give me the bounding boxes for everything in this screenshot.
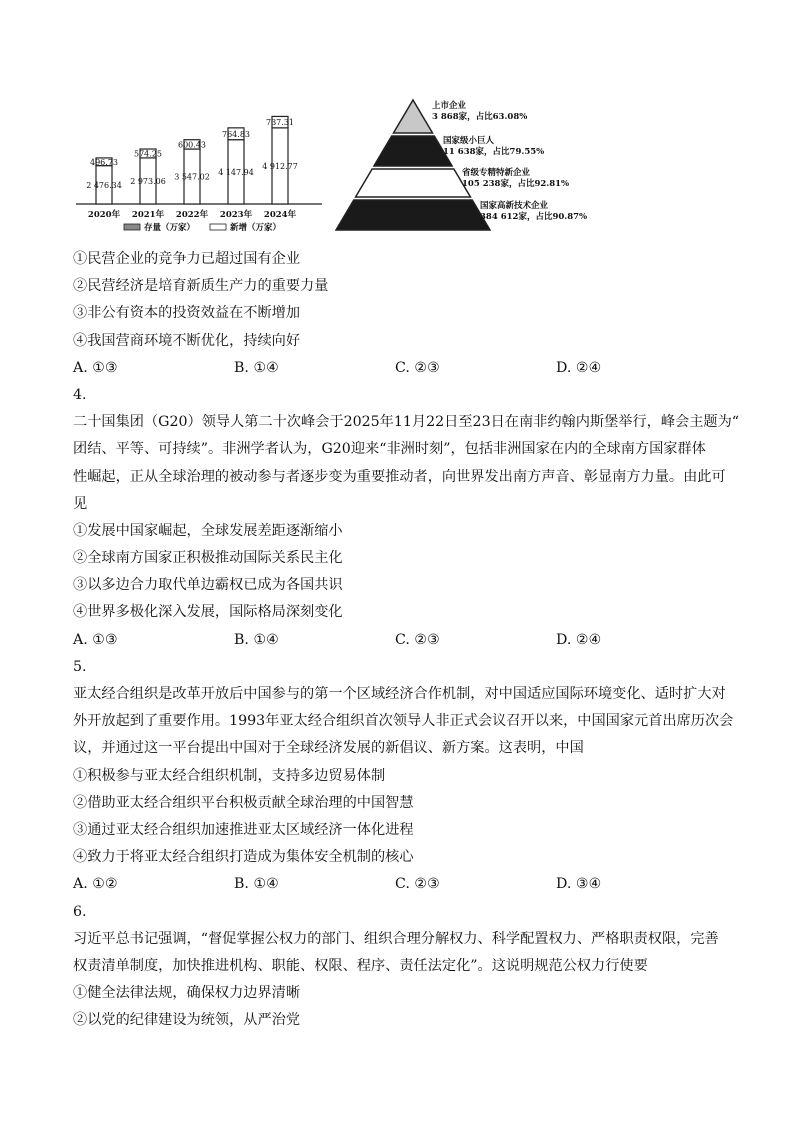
q3-item-2: ②民营经济是培育新质生产力的重要力量 — [73, 278, 329, 295]
q4-item-1: ①发展中国家崛起，全球发展差距逐渐缩小 — [73, 522, 343, 539]
q4-option-d[interactable]: D. ②④ — [556, 631, 602, 648]
q4-stem-line-2: 团结、平等、可持续”。非洲学者认为，G20迎来“非洲时刻”，包括非洲国家在内的全球南方国家群体 — [73, 441, 706, 458]
q5-option-d[interactable]: D. ③④ — [556, 876, 602, 893]
q4-option-b[interactable]: B. ①④ — [234, 631, 279, 648]
q4-stem-line-1: 二十国集团（G20）领导人第二十次峰会于2025年11月22日至23日在南非约翰内斯堡举行，峰会主题为“ — [73, 414, 740, 431]
q3-option-d[interactable]: D. ②④ — [556, 359, 602, 376]
enterprise-bar-chart — [72, 96, 334, 241]
legend-label-stock: 存量（万家） — [144, 223, 196, 233]
data-label-new: 496.73 — [90, 157, 118, 167]
q4-item-2: ②全球南方国家正积极推动国际关系民主化 — [73, 550, 343, 567]
enterprise-pyramid-chart — [334, 96, 634, 241]
data-label-new: 574.25 — [134, 149, 162, 159]
data-label-new: 600.43 — [178, 140, 206, 150]
q5-item-2: ②借助亚太经合组织平台积极贡献全球治理的中国智慧 — [73, 794, 414, 811]
q3-item-4: ④我国营商环境不断优化，持续向好 — [73, 332, 301, 349]
q5-item-1: ①积极参与亚太经合组织机制，支持多边贸易体制 — [73, 767, 386, 784]
q3-options — [73, 355, 723, 382]
legend-swatch-stock — [124, 224, 140, 230]
q4-option-a[interactable]: A. ①③ — [73, 631, 118, 648]
x-tick-label: 2024年 — [263, 210, 297, 220]
data-label-stock: 4 912.77 — [262, 161, 298, 171]
q4-option-c[interactable]: C. ②③ — [395, 631, 440, 648]
pyramid-level — [336, 200, 490, 230]
q6-stem-line-2: 权责清单制度，加快推进机构、职能、权限、程序、责任法定化”。这说明规范公权力行使要 — [73, 957, 648, 974]
q4-item-3: ③以多边合力取代单边霸权已成为各国共识 — [73, 577, 343, 594]
q5-item-3: ③通过亚太经合组织加速推进亚太区域经济一体化进程 — [73, 821, 414, 838]
q5-option-b[interactable]: B. ①④ — [234, 876, 279, 893]
q5-option-c[interactable]: C. ②③ — [395, 876, 440, 893]
q4-number: 4. — [73, 386, 87, 403]
q5-stem-line-3: 议，并通过这一平台提出中国对于全球经济发展的新倡议、新方案。这表明，中国 — [73, 740, 584, 757]
data-label-stock: 2 476.34 — [86, 180, 122, 190]
data-label-stock: 2 973.06 — [130, 176, 166, 186]
data-label-stock: 3 547.02 — [174, 172, 210, 182]
data-label-new: 737.31 — [266, 118, 294, 128]
pyramid-level-count: 105 238家，占比92.81% — [462, 179, 570, 189]
data-label-stock: 4 147.94 — [218, 167, 254, 177]
legend-swatch-new — [210, 224, 226, 230]
q5-options — [73, 871, 723, 898]
pyramid-level — [356, 169, 471, 197]
q5-option-a[interactable]: A. ①② — [73, 876, 118, 893]
q3-option-c[interactable]: C. ②③ — [395, 359, 440, 376]
q3-item-3: ③非公有资本的投资效益在不断增加 — [73, 305, 301, 322]
data-label-new: 764.83 — [222, 129, 250, 139]
pyramid-level-count: 384 612家，占比90.87% — [480, 212, 588, 222]
pyramid-level-count: 11 638家，占比79.55% — [443, 147, 545, 157]
q6-item-2: ②以党的纪律建设为统领，从严治党 — [73, 1012, 301, 1029]
x-tick-label: 2022年 — [175, 210, 209, 220]
question-text — [73, 246, 740, 1034]
legend-label-new: 新增（万家） — [230, 223, 282, 233]
q4-stem-line-3: 性崛起，正从全球治理的被动参与者逐步变为重要推动者，向世界发出南方声音、彰显南方力量。由此可 — [73, 468, 726, 485]
q3-option-a[interactable]: A. ①③ — [73, 359, 118, 376]
q5-stem-line-2: 外开放起到了重要作用。1993年亚太经合组织首次领导人非正式会议召开以来，中国国家元首出席历次会 — [73, 713, 734, 730]
pyramid-level-count: 3 868家，占比63.08% — [432, 112, 528, 122]
pyramid-level — [374, 136, 452, 166]
q3-option-b[interactable]: B. ①④ — [234, 359, 279, 376]
figure-area — [72, 96, 612, 241]
x-tick-label: 2023年 — [219, 210, 253, 220]
pyramid-level-name: 国家高新技术企业 — [480, 201, 549, 211]
x-tick-label: 2020年 — [87, 210, 121, 220]
q4-options — [73, 627, 723, 654]
pyramid-level-name: 国家级小巨人 — [443, 136, 495, 146]
q4-stem-line-4: 见 — [73, 495, 88, 512]
x-tick-label: 2021年 — [131, 210, 165, 220]
q5-stem-line-1: 亚太经合组织是改革开放后中国参与的第一个区域经济合作机制，对中国适应国际环境变化、适时扩大对 — [73, 686, 726, 702]
pyramid-level — [393, 100, 432, 133]
q4-item-4: ④世界多极化深入发展，国际格局深刻变化 — [73, 604, 343, 621]
pyramid-level-name: 上市企业 — [432, 101, 467, 111]
q5-number: 5. — [73, 658, 87, 675]
q6-number: 6. — [73, 903, 87, 920]
q5-item-4: ④致力于将亚太经合组织打造成为集体安全机制的核心 — [73, 849, 414, 866]
q6-item-1: ①健全法律法规，确保权力边界清晰 — [73, 985, 301, 1002]
pyramid-level-name: 省级专精特新企业 — [462, 168, 531, 178]
q6-stem-line-1: 习近平总书记强调，“督促掌握公权力的部门、组织合理分解权力、科学配置权力、严格职责权限，完善 — [73, 930, 719, 947]
q3-item-1: ①民营企业的竞争力已超过国有企业 — [73, 251, 301, 267]
